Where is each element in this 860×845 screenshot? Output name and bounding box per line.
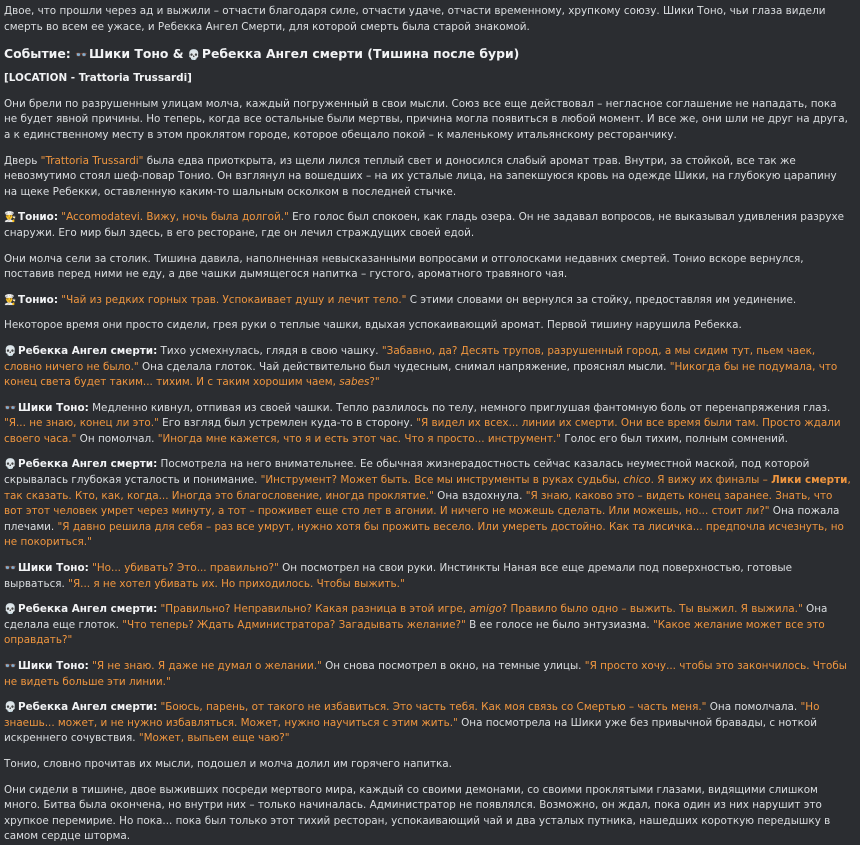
skull-icon: 💀 [4, 345, 17, 357]
tonio-line-1: 👨‍🍳 Тонио: "Accomodatevi. Вижу, ночь была долгой." Его голос был спокоен, как гладь озера. Он не задавал вопросов, не выказывал удивления разрухе снаружи. Его мир был здесь, в его ресторане, где он лечил страждущих своей едой. [4, 211, 845, 239]
speaker-shiki: Шики Тоно: [18, 562, 89, 575]
event-name-2: Ребекка Ангел смерти (Тишина после бури) [201, 46, 520, 62]
paragraph-silence: Некоторое время они просто сидели, грея руки о теплые чашки, вдыхая успокаивающий аромат. Первой тишину нарушила Ребекка. [4, 319, 742, 332]
paragraph-door: Дверь "Trattoria Trussardi" была едва приоткрыта, из щели лился теплый свет и доносился слабый аромат трав. Внутри, за стойкой, все так же невозмутимо стоял шеф-повар Тонио. Он взглянул на вошедших – на их усталые лица, на запекшуюся кровь на одежде Шики, на глубокую царапину на щеке Ребекки, оставленную каким-то шальным осколком в последней стычке. [4, 154, 837, 198]
tonio-line-2: 👨‍🍳 Тонио: "Чай из редких горных трав. Успокаивает душу и лечит тело." С этими словами он вернулся за стойку, предоставляя им уединение. [4, 293, 852, 309]
restaurant-name: "Trattoria Trussardi" [40, 154, 144, 167]
paragraph-ending: Они сидели в тишине, двое выживших посреди мертвого мира, каждый со своими демонами, со своими проклятыми глазами, видящими слишком много. Битва была окончена, но внутри них – только начиналась. Администратор не появлялся. Возможно, он ждал, пока один из них нарушит это хрупкое перемирие. Но пока... пока был только этот тихий ресторан, успокаивающий чай и два усталых путника, нашедших короткую передышку в самом сердце шторма. [4, 783, 831, 843]
shiki-line-3: 👓 Шики Тоно: "Я не знаю. Я даже не думал о желании." Он снова посмотрел в окно, на темные улицы. "Я просто хочу... чтобы это закончилось. Чтобы не видеть больше эти линии." [4, 660, 847, 688]
paragraph-table: Они молча сели за столик. Тишина давила, наполненная невысказанными вопросами и отголосками недавних смертей. Тонио вскоре вернулся, поставив перед ними не еду, а две чашки дымящегося напитка – густого, ароматного травяного чая. [4, 252, 804, 281]
glasses-icon: 👓 [4, 563, 17, 575]
rebecca-line-3: 💀 Ребекка Ангел смерти: "Правильно? Неправильно? Какая разница в этой игре, amigo? Правило было одно – выжить. Ты выжил. Я выжила." Она сделала еще глоток. "Что теперь? Ждать Администратора? Загадывать желание?" В ее голосе не было энтузиазма. "Какое желание может все это оправдать?" [4, 603, 828, 647]
event-name-1: Шики Тоно & [89, 46, 184, 62]
skull-icon: 💀 [187, 50, 201, 62]
speaker-rebecca: Ребекка Ангел смерти: [18, 701, 158, 714]
event-heading [4, 45, 852, 65]
chef-icon: 👨‍🍳 [4, 294, 17, 306]
speaker-rebecca: Ребекка Ангел смерти: [18, 603, 158, 616]
location-tag: [LOCATION - Trattoria Trussardi] [4, 72, 192, 85]
glasses-icon: 👓 [4, 661, 17, 672]
skull-icon: 💀 [4, 702, 17, 714]
speaker-rebecca: Ребекка Ангел смерти: [18, 458, 158, 471]
speaker-tonio: Тонио: [18, 211, 58, 224]
shiki-line-1: 👓 Шики Тоно: Медленно кивнул, отпивая из своей чашки. Тепло разлилось по телу, немного приглушая фантомную боль от перенапряжения глаз. "Я... не знаю, конец ли это." Его взгляд был устремлен куда-то в сторону. "Я видел их всех... линии их смерти. Они все время были там. Просто ждали своего часа." Он помолчал. "Иногда мне кажется, что я и есть этот час. Что я просто... инструмент." Голос его был тихим, полным сомнений. [4, 401, 841, 445]
rebecca-line-2: 💀 Ребекка Ангел смерти: Посмотрела на него внимательнее. Ее обычная жизнерадостность сейчас казалась неуместной маской, под которой скрывалась глубокая усталость и понимание. "Инструмент? Может быть. Все мы инструменты в руках судьбы, chico. Я вижу их финалы – Лики смерти, так сказать. Кто, как, когда... Иногда это благословение, иногда проклятие." Она вздохнула. "Я знаю, каково это – видеть конец заранее. Знать, что вот этот человек умрет через минуту, а тот – проживет еще сто лет в агонии. И ничего не можешь сделать. Или можешь, но... стоит ли?" Она пожала плечами. "Я давно решила для себя – раз все умрут, нужно хотя бы прожить весело. Или умереть достойно. Как та лисичка... предпочла исчезнуть, но не покориться." [4, 458, 851, 549]
skull-icon: 💀 [4, 604, 17, 616]
speaker-tonio: Тонио: [18, 293, 58, 306]
glasses-icon: 👓 [75, 50, 88, 62]
skull-icon: 💀 [4, 459, 17, 471]
glasses-icon: 👓 [4, 402, 17, 414]
shiki-line-2: 👓 Шики Тоно: "Но... убивать? Это... правильно?" Он посмотрел на свои руки. Инстинкты Наная все еще дремали под поверхностью, готовые вырваться. "Я... я не хотел убивать их. Но приходилось. Чтобы выжить." [4, 562, 792, 590]
chef-icon: 👨‍🍳 [4, 212, 17, 224]
speaker-rebecca: Ребекка Ангел смерти: [18, 344, 158, 357]
rebecca-line-4: 💀 Ребекка Ангел смерти: "Боюсь, парень, от такого не избавиться. Это часть тебя. Как моя связь со Смертью – часть меня." Она помолчала. "Но знаешь... может, и не нужно избавляться. Может, нужно научиться с этим жить." Она посмотрела на Шики уже без привычной бравады, с ноткой искреннего сочувствия. "Может, выпьем еще чаю?" [4, 701, 820, 745]
speaker-shiki: Шики Тоно: [18, 401, 89, 414]
speaker-shiki: Шики Тоно: [18, 660, 89, 672]
intro-paragraph: Двое, что прошли через ад и выжили – отчасти благодаря силе, отчасти удаче, отчасти временному, хрупкому союзу. Шики Тоно, чьи глаза видели смерть во всем ее ужасе, и Ребекка Ангел Смерти, для которой смерть была старой знакомой. [4, 5, 826, 33]
paragraph-tonio-refill: Тонио, словно прочитав их мысли, подошел и молча долил им горячего напитка. [4, 757, 452, 770]
rebecca-line-1: 💀 Ребекка Ангел смерти: Тихо усмехнулась, глядя в свою чашку. "Забавно, да? Десять трупов, разрушенный город, а мы сидим тут, пьем чаек, словно ничего не было." Она сделала глоток. Чай действительно был чудесным, снимал напряжение, прояснял мысли. "Никогда бы не подумала, что конец света будет таким... тихим. И с таким хорошим чаем, sabes?" [4, 344, 838, 389]
event-prefix: Событие: [4, 46, 71, 62]
paragraph-streets: Они брели по разрушенным улицам молча, каждый погруженный в свои мысли. Союз все еще действовал – негласное соглашение не нападать, пока не будет явной причины. Но теперь, когда все остальные были мертвы, причина могла появиться в любой момент. И все же, они шли не друг на друга, а к единственному месту в этом проклятом городе, которое обещало покой – к маленькому итальянскому ресторанчику. [4, 97, 848, 141]
